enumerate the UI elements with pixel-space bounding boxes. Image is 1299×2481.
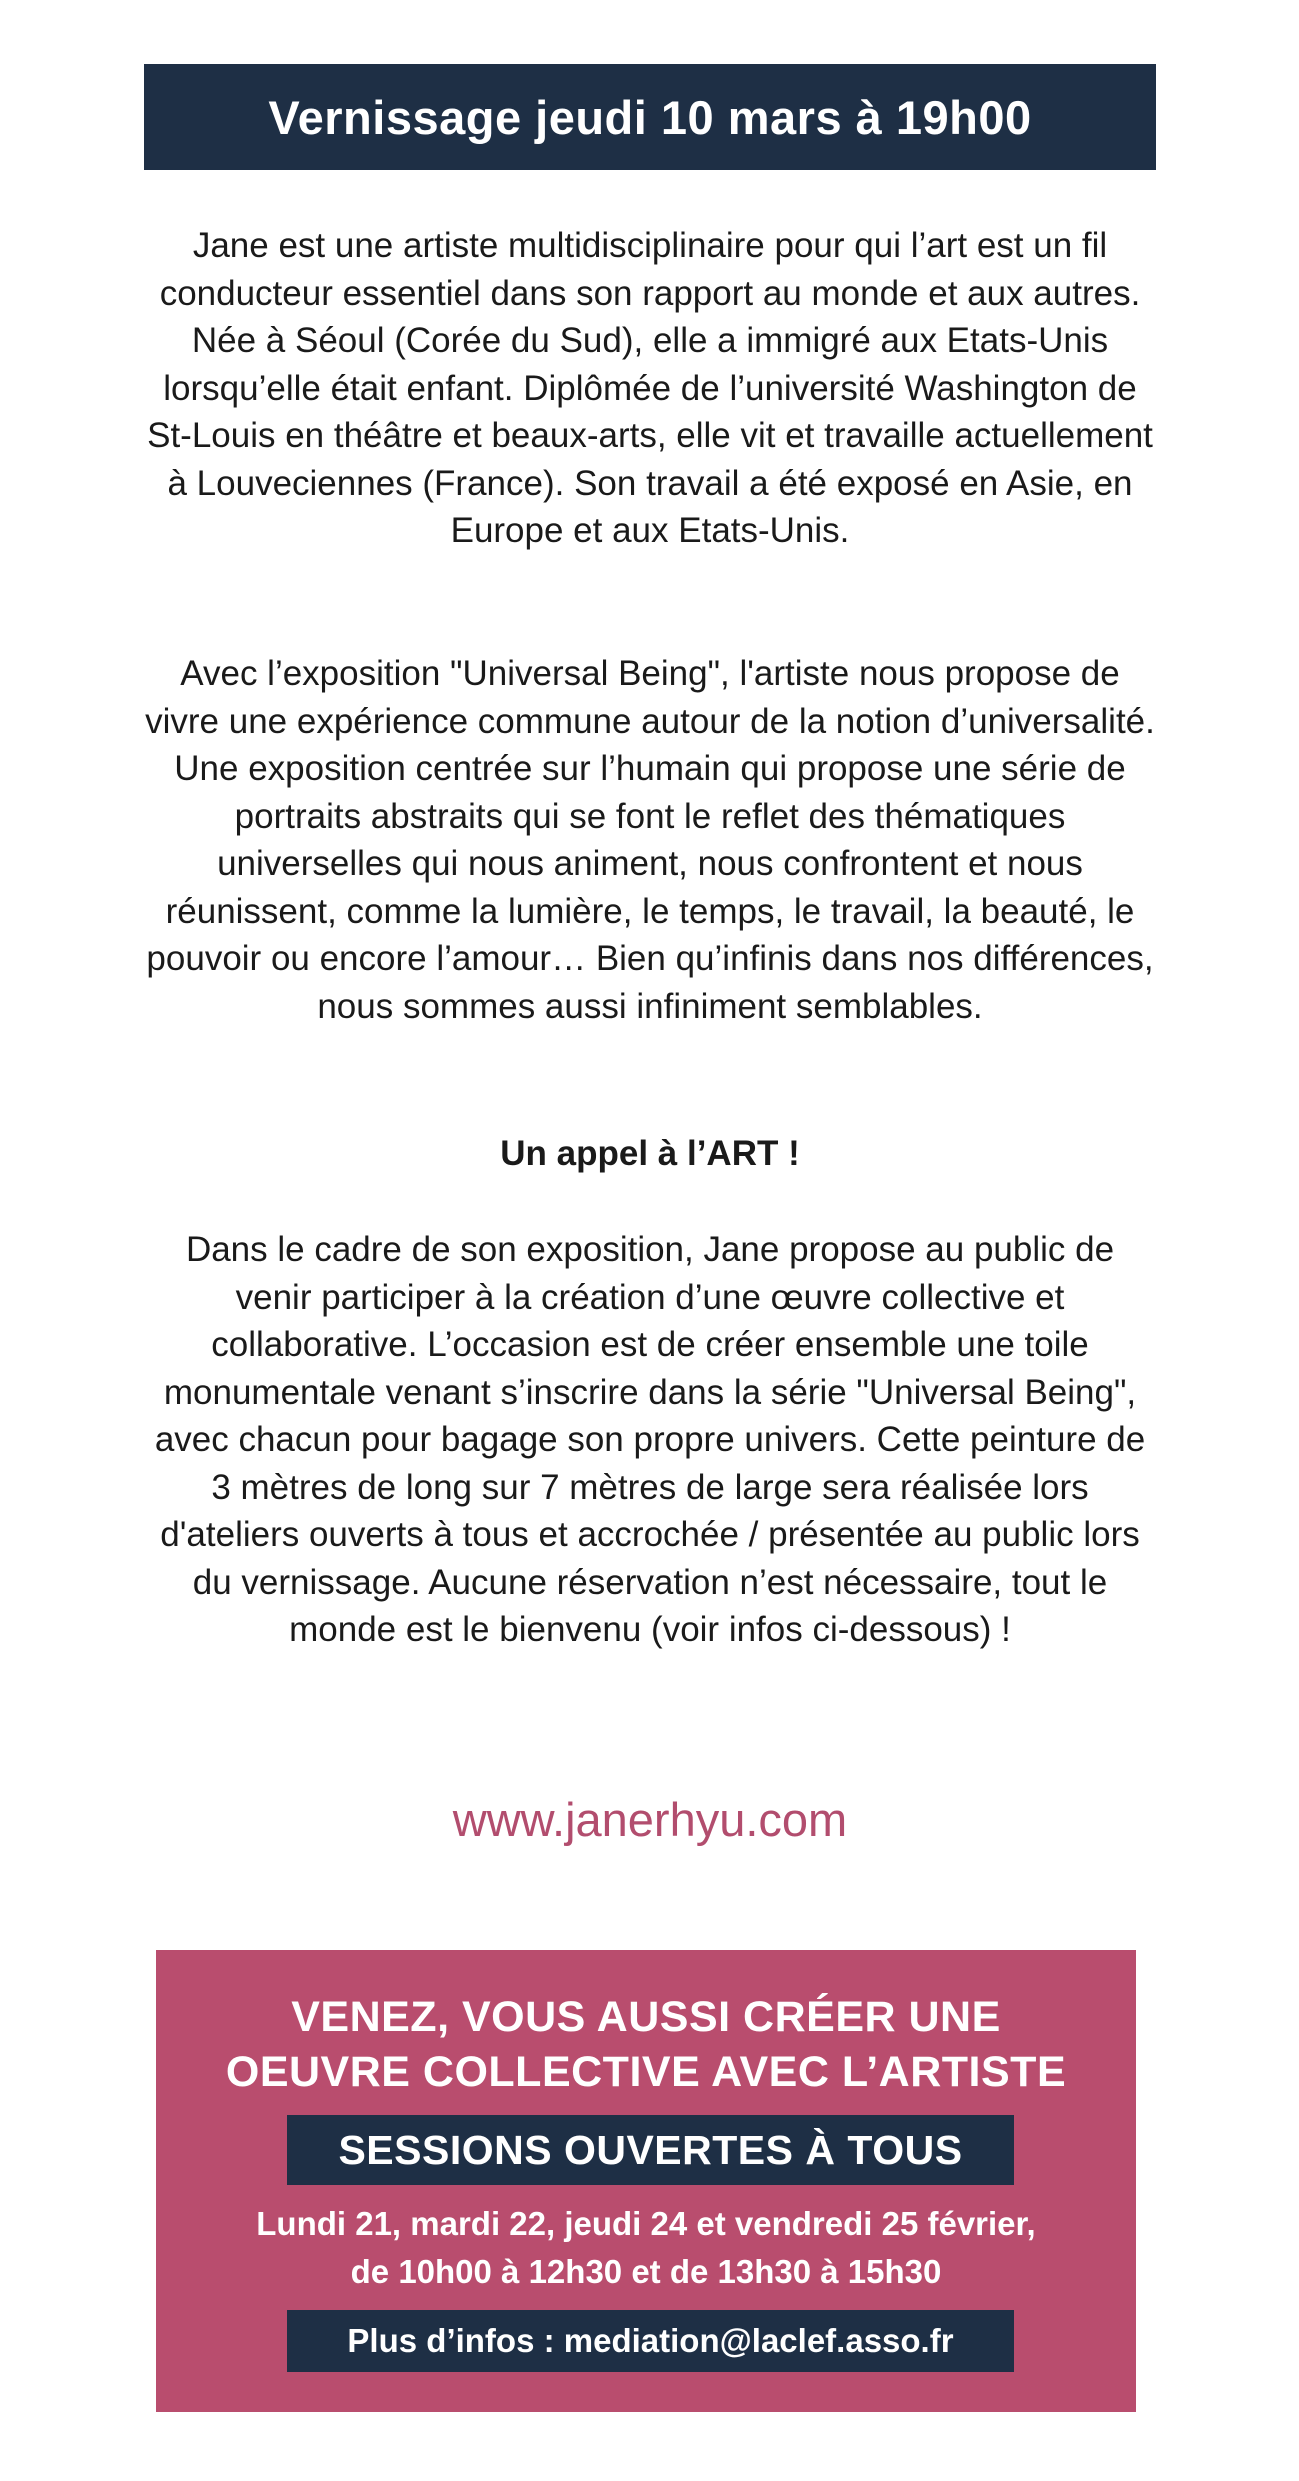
workshop-promo-box [156,1950,1136,2412]
website-link[interactable]: www.janerhyu.com [452,1793,848,1846]
more-info-email[interactable]: Plus d’infos : mediation@laclef.asso.fr [347,2322,954,2359]
sessions-label: SESSIONS OUVERTES À TOUS [338,2126,963,2173]
call-to-art-heading: Un appel à l’ART ! [500,1134,800,1173]
exhibition-description-paragraph: Avec l’exposition "Universal Being", l'artiste nous propose de vivre une expérience commune autour de la notion d’universalité. Une exposition centrée sur l’humain qui propose une série de portraits abstraits qui se font le reflet des thématiques universelles qui nous animent, nous confrontent et nous réunissent, comme la lumière, le temps, le travail, la beauté, le pouvoir ou encore l’amour… Bien qu’infinis dans nos différences, nous sommes aussi infiniment semblables. [145,654,1155,1026]
session-dates-line-2: de 10h00 à 12h30 et de 13h30 à 15h30 [350,2253,942,2290]
vernissage-banner [144,64,1156,170]
collective-work-paragraph: Dans le cadre de son exposition, Jane propose au public de venir participer à la création d’une œuvre collective et collaborative. L’occasion est de créer ensemble une toile monumentale venant s’inscrire dans la série "Universal Being", avec chacun pour bagage son propre univers. Cette peinture de 3 mètres de long sur 7 mètres de large sera réalisée lors d'ateliers ouverts à tous et accrochée / présentée au public lors du vernissage. Aucune réservation n’est nécessaire, tout le monde est le bienvenu (voir infos ci-dessous) ! [154,1230,1146,1649]
vernissage-title: Vernissage jeudi 10 mars à 19h00 [268,90,1032,144]
promo-title [156,1990,1136,2100]
session-dates-line-1: Lundi 21, mardi 22, jeudi 24 et vendredi 25 février, [256,2205,1036,2242]
promo-title-line-1: VENEZ, VOUS AUSSI CRÉER UNE [291,1993,1001,2041]
sessions-badge [287,2115,1014,2185]
more-info-badge [287,2310,1014,2372]
artist-bio-paragraph: Jane est une artiste multidisciplinaire pour qui l’art est un fil conducteur essentiel dans son rapport au monde et aux autres. Née à Séoul (Corée du Sud), elle a immigré aux Etats-Unis lorsqu’elle était enfant. Diplômée de l’université Washington de St-Louis en théâtre et beaux-arts, elle vit et travaille actuellement à Louveciennes (France). Son travail a été exposé en Asie, en Europe et aux Etats-Unis. [147,226,1153,550]
session-dates [156,2200,1136,2296]
promo-title-line-2: OEUVRE COLLECTIVE AVEC L’ARTISTE [225,2048,1067,2096]
